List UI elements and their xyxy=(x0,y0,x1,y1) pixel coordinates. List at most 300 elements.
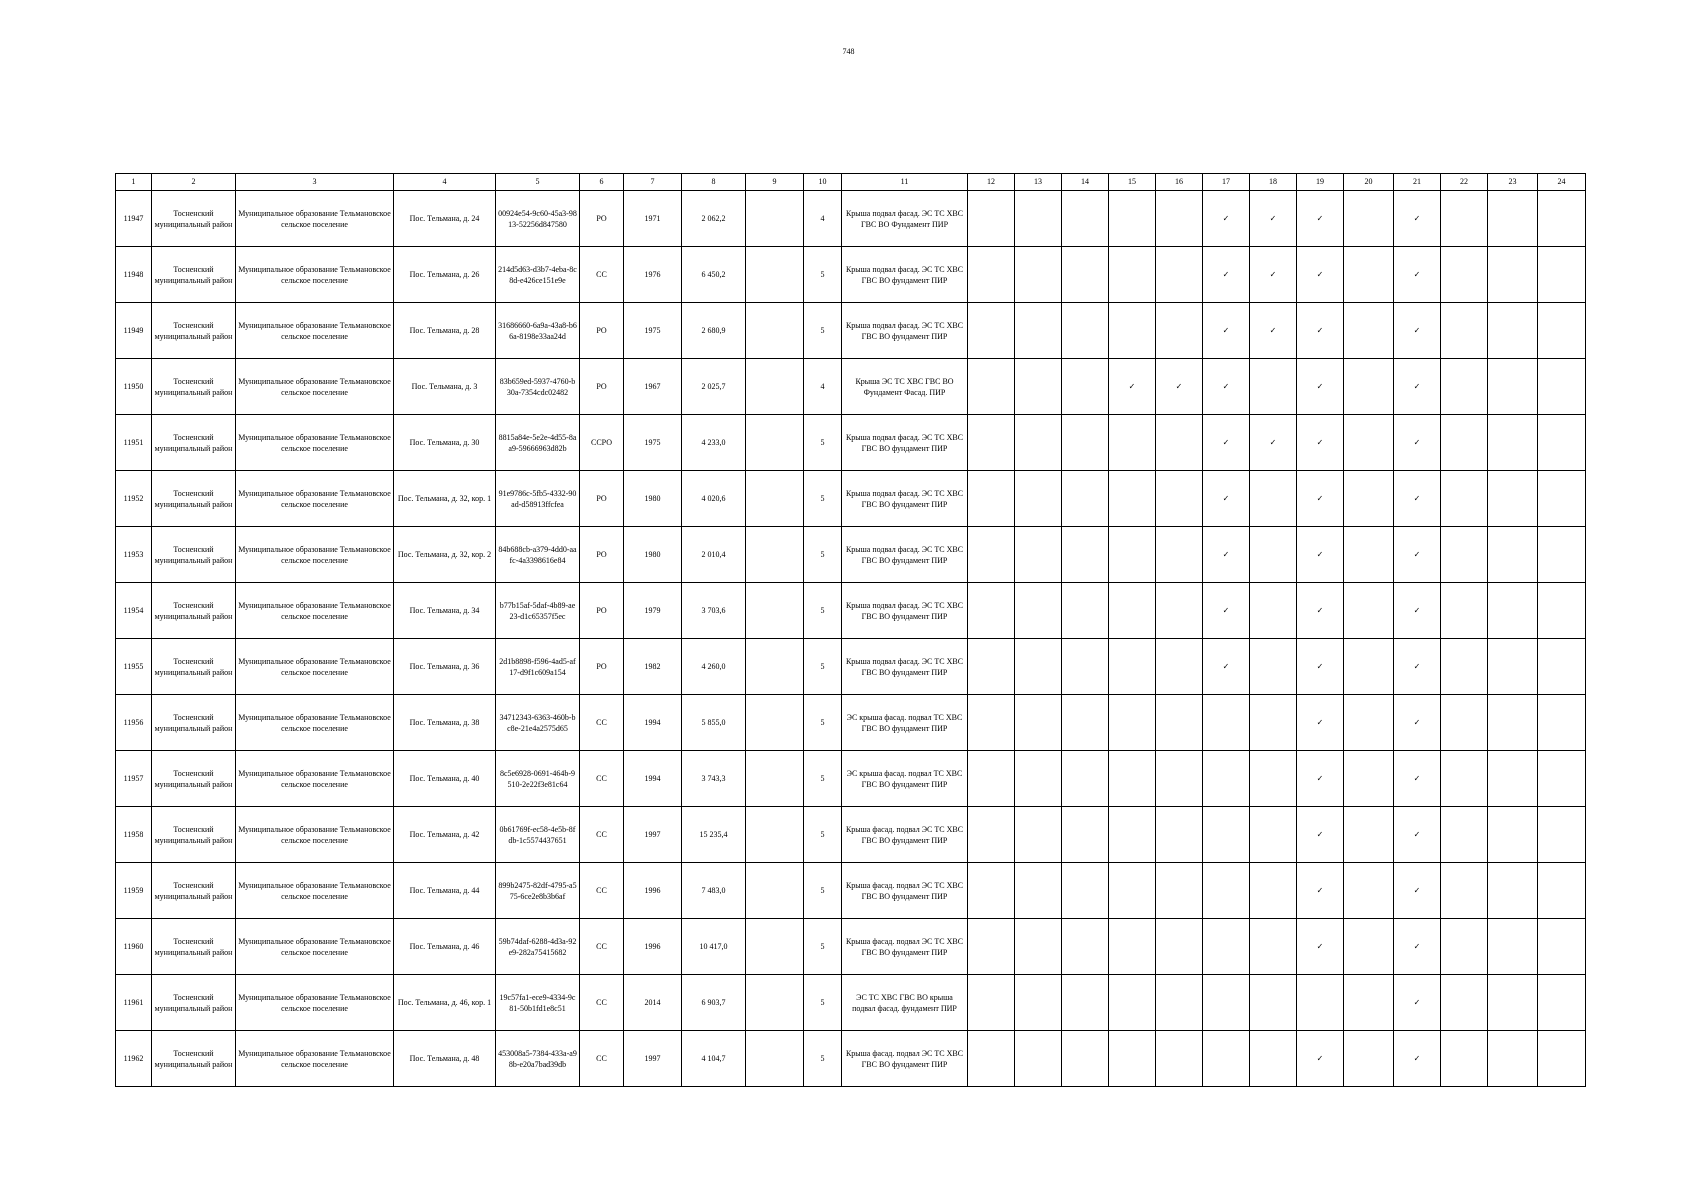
wall-material-cell: СС xyxy=(580,751,624,807)
empty-cell xyxy=(1156,695,1203,751)
empty-cell xyxy=(1062,863,1109,919)
district-cell: Тосненский муниципальный район xyxy=(152,863,236,919)
empty-cell xyxy=(1441,695,1488,751)
empty-cell xyxy=(1015,807,1062,863)
empty-cell xyxy=(1156,1031,1203,1087)
empty-cell xyxy=(1015,303,1062,359)
column-9-cell xyxy=(746,807,804,863)
check-mark-icon: ✓ xyxy=(1297,583,1344,639)
year-cell: 1975 xyxy=(624,303,682,359)
empty-cell xyxy=(1344,303,1394,359)
floors-cell: 5 xyxy=(804,919,842,975)
year-cell: 2014 xyxy=(624,975,682,1031)
empty-cell xyxy=(1488,191,1538,247)
column-header-4: 4 xyxy=(394,174,496,191)
empty-cell xyxy=(1109,695,1156,751)
address-cell: Пос. Тельмана, д. 48 xyxy=(394,1031,496,1087)
guid-cell: 19c57fa1-ece9-4334-9c81-50b1fd1e8c51 xyxy=(496,975,580,1031)
year-cell: 1996 xyxy=(624,919,682,975)
check-mark-icon: ✓ xyxy=(1203,639,1250,695)
empty-cell xyxy=(1344,863,1394,919)
check-mark-icon: ✓ xyxy=(1250,191,1297,247)
empty-cell xyxy=(1538,247,1586,303)
check-mark-icon: ✓ xyxy=(1297,751,1344,807)
empty-cell xyxy=(968,303,1015,359)
floors-cell: 4 xyxy=(804,191,842,247)
empty-cell xyxy=(1062,527,1109,583)
page-number: 748 xyxy=(842,47,855,56)
empty-cell xyxy=(1538,303,1586,359)
year-cell: 1996 xyxy=(624,863,682,919)
empty-cell xyxy=(1062,359,1109,415)
column-header-20: 20 xyxy=(1344,174,1394,191)
works-cell: Крыша фасад. подвал ЭС ТС ХВС ГВС ВО фундамент ПИР xyxy=(842,919,968,975)
area-cell: 2 680,9 xyxy=(682,303,746,359)
empty-cell xyxy=(1250,639,1297,695)
empty-cell xyxy=(1250,471,1297,527)
column-9-cell xyxy=(746,583,804,639)
floors-cell: 5 xyxy=(804,863,842,919)
check-mark-icon: ✓ xyxy=(1297,191,1344,247)
address-cell: Пос. Тельмана, д. 26 xyxy=(394,247,496,303)
floors-cell: 5 xyxy=(804,975,842,1031)
address-cell: Пос. Тельмана, д. 40 xyxy=(394,751,496,807)
empty-cell xyxy=(1488,975,1538,1031)
address-cell: Пос. Тельмана, д. 28 xyxy=(394,303,496,359)
check-mark-icon: ✓ xyxy=(1203,191,1250,247)
empty-cell xyxy=(1441,359,1488,415)
empty-cell xyxy=(1344,247,1394,303)
empty-cell xyxy=(1062,191,1109,247)
empty-cell xyxy=(1062,751,1109,807)
empty-cell xyxy=(1488,751,1538,807)
column-9-cell xyxy=(746,1031,804,1087)
address-cell: Пос. Тельмана, д. 24 xyxy=(394,191,496,247)
floors-cell: 4 xyxy=(804,359,842,415)
empty-cell xyxy=(1109,807,1156,863)
check-mark-icon: ✓ xyxy=(1394,639,1441,695)
check-mark-icon: ✓ xyxy=(1297,807,1344,863)
guid-cell: 2d1b8898-f596-4ad5-af17-d9f1c609a154 xyxy=(496,639,580,695)
empty-cell xyxy=(1109,863,1156,919)
column-header-2: 2 xyxy=(152,174,236,191)
year-cell: 1994 xyxy=(624,751,682,807)
empty-cell xyxy=(1250,919,1297,975)
empty-cell xyxy=(1062,975,1109,1031)
empty-cell xyxy=(1203,695,1250,751)
year-cell: 1980 xyxy=(624,471,682,527)
address-cell: Пос. Тельмана, д. 3 xyxy=(394,359,496,415)
column-header-19: 19 xyxy=(1297,174,1344,191)
column-9-cell xyxy=(746,975,804,1031)
district-cell: Тосненский муниципальный район xyxy=(152,975,236,1031)
row-number-cell: 11950 xyxy=(116,359,152,415)
table-row xyxy=(116,695,1586,751)
column-header-23: 23 xyxy=(1488,174,1538,191)
floors-cell: 5 xyxy=(804,807,842,863)
municipality-cell: Муниципальное образование Тельмановское сельское поселение xyxy=(236,415,394,471)
check-mark-icon: ✓ xyxy=(1394,303,1441,359)
empty-cell xyxy=(968,527,1015,583)
empty-cell xyxy=(1250,527,1297,583)
check-mark-icon: ✓ xyxy=(1250,415,1297,471)
floors-cell: 5 xyxy=(804,1031,842,1087)
empty-cell xyxy=(1250,583,1297,639)
empty-cell xyxy=(1156,863,1203,919)
check-mark-icon: ✓ xyxy=(1203,247,1250,303)
check-mark-icon: ✓ xyxy=(1203,415,1250,471)
municipality-cell: Муниципальное образование Тельмановское сельское поселение xyxy=(236,191,394,247)
check-mark-icon: ✓ xyxy=(1297,471,1344,527)
empty-cell xyxy=(1441,583,1488,639)
column-9-cell xyxy=(746,359,804,415)
table-row xyxy=(116,919,1586,975)
empty-cell xyxy=(1538,583,1586,639)
empty-cell xyxy=(1250,1031,1297,1087)
table-row xyxy=(116,191,1586,247)
check-mark-icon: ✓ xyxy=(1394,807,1441,863)
works-cell: Крыша подвал фасад. ЭС ТС ХВС ГВС ВО фундамент ПИР xyxy=(842,471,968,527)
works-cell: Крыша подвал фасад. ЭС ТС ХВС ГВС ВО Фундамент ПИР xyxy=(842,191,968,247)
empty-cell xyxy=(1156,639,1203,695)
district-cell: Тосненский муниципальный район xyxy=(152,807,236,863)
wall-material-cell: РО xyxy=(580,639,624,695)
empty-cell xyxy=(1344,527,1394,583)
area-cell: 6 903,7 xyxy=(682,975,746,1031)
guid-cell: 91e9786c-5fb5-4332-90ad-d58913ffcfea xyxy=(496,471,580,527)
table-row xyxy=(116,807,1586,863)
works-cell: Крыша подвал фасад. ЭС ТС ХВС ГВС ВО фундамент ПИР xyxy=(842,583,968,639)
check-mark-icon: ✓ xyxy=(1297,639,1344,695)
empty-cell xyxy=(1441,303,1488,359)
row-number-cell: 11958 xyxy=(116,807,152,863)
empty-cell xyxy=(1538,863,1586,919)
check-mark-icon: ✓ xyxy=(1297,919,1344,975)
wall-material-cell: ССРО xyxy=(580,415,624,471)
empty-cell xyxy=(1250,807,1297,863)
empty-cell xyxy=(1015,975,1062,1031)
empty-cell xyxy=(1441,191,1488,247)
empty-cell xyxy=(968,415,1015,471)
empty-cell xyxy=(1488,863,1538,919)
check-mark-icon: ✓ xyxy=(1394,975,1441,1031)
address-cell: Пос. Тельмана, д. 34 xyxy=(394,583,496,639)
column-header-18: 18 xyxy=(1250,174,1297,191)
table-row xyxy=(116,527,1586,583)
empty-cell xyxy=(1015,247,1062,303)
column-header-11: 11 xyxy=(842,174,968,191)
area-cell: 2 025,7 xyxy=(682,359,746,415)
area-cell: 2 062,2 xyxy=(682,191,746,247)
table-row xyxy=(116,471,1586,527)
area-cell: 4 020,6 xyxy=(682,471,746,527)
column-header-6: 6 xyxy=(580,174,624,191)
empty-cell xyxy=(1156,751,1203,807)
empty-cell xyxy=(968,247,1015,303)
area-cell: 10 417,0 xyxy=(682,919,746,975)
column-header-24: 24 xyxy=(1538,174,1586,191)
floors-cell: 5 xyxy=(804,471,842,527)
column-header-14: 14 xyxy=(1062,174,1109,191)
empty-cell xyxy=(1062,919,1109,975)
empty-cell xyxy=(968,359,1015,415)
district-cell: Тосненский муниципальный район xyxy=(152,303,236,359)
column-9-cell xyxy=(746,639,804,695)
table-row xyxy=(116,415,1586,471)
empty-cell xyxy=(1538,807,1586,863)
empty-cell xyxy=(968,919,1015,975)
check-mark-icon: ✓ xyxy=(1394,471,1441,527)
check-mark-icon: ✓ xyxy=(1297,415,1344,471)
empty-cell xyxy=(968,863,1015,919)
empty-cell xyxy=(1015,639,1062,695)
works-cell: Крыша фасад. подвал ЭС ТС ХВС ГВС ВО фундамент ПИР xyxy=(842,1031,968,1087)
municipality-cell: Муниципальное образование Тельмановское сельское поселение xyxy=(236,471,394,527)
empty-cell xyxy=(1441,639,1488,695)
column-header-5: 5 xyxy=(496,174,580,191)
empty-cell xyxy=(1538,695,1586,751)
empty-cell xyxy=(1015,863,1062,919)
empty-cell xyxy=(1441,471,1488,527)
wall-material-cell: РО xyxy=(580,191,624,247)
check-mark-icon: ✓ xyxy=(1394,527,1441,583)
area-cell: 3 703,6 xyxy=(682,583,746,639)
check-mark-icon: ✓ xyxy=(1203,471,1250,527)
floors-cell: 5 xyxy=(804,583,842,639)
empty-cell xyxy=(1156,919,1203,975)
district-cell: Тосненский муниципальный район xyxy=(152,751,236,807)
column-header-12: 12 xyxy=(968,174,1015,191)
empty-cell xyxy=(1538,359,1586,415)
empty-cell xyxy=(1344,583,1394,639)
row-number-cell: 11957 xyxy=(116,751,152,807)
check-mark-icon: ✓ xyxy=(1297,359,1344,415)
address-cell: Пос. Тельмана, д. 32, кор. 2 xyxy=(394,527,496,583)
table-row xyxy=(116,247,1586,303)
empty-cell xyxy=(1344,975,1394,1031)
empty-cell xyxy=(1297,975,1344,1031)
area-cell: 5 855,0 xyxy=(682,695,746,751)
column-9-cell xyxy=(746,303,804,359)
column-header-3: 3 xyxy=(236,174,394,191)
address-cell: Пос. Тельмана, д. 46, кор. 1 xyxy=(394,975,496,1031)
guid-cell: 83b659ed-5937-4760-b30a-7354cdc02482 xyxy=(496,359,580,415)
empty-cell xyxy=(1488,471,1538,527)
empty-cell xyxy=(1250,695,1297,751)
empty-cell xyxy=(1488,1031,1538,1087)
check-mark-icon: ✓ xyxy=(1297,303,1344,359)
floors-cell: 5 xyxy=(804,527,842,583)
empty-cell xyxy=(1441,975,1488,1031)
column-header-13: 13 xyxy=(1015,174,1062,191)
check-mark-icon: ✓ xyxy=(1203,583,1250,639)
check-mark-icon: ✓ xyxy=(1394,863,1441,919)
area-cell: 3 743,3 xyxy=(682,751,746,807)
empty-cell xyxy=(1156,471,1203,527)
empty-cell xyxy=(1062,415,1109,471)
table-row xyxy=(116,975,1586,1031)
empty-cell xyxy=(1109,1031,1156,1087)
wall-material-cell: РО xyxy=(580,359,624,415)
column-9-cell xyxy=(746,695,804,751)
year-cell: 1967 xyxy=(624,359,682,415)
empty-cell xyxy=(1344,415,1394,471)
column-header-22: 22 xyxy=(1441,174,1488,191)
row-number-cell: 11954 xyxy=(116,583,152,639)
empty-cell xyxy=(1488,695,1538,751)
empty-cell xyxy=(1109,583,1156,639)
wall-material-cell: СС xyxy=(580,863,624,919)
guid-cell: 214d5d63-d3b7-4eba-8c8d-e426ce151e9e xyxy=(496,247,580,303)
year-cell: 1975 xyxy=(624,415,682,471)
year-cell: 1976 xyxy=(624,247,682,303)
guid-cell: 8c5e6928-0691-464b-9510-2e22f3e81c64 xyxy=(496,751,580,807)
address-cell: Пос. Тельмана, д. 44 xyxy=(394,863,496,919)
column-header-15: 15 xyxy=(1109,174,1156,191)
empty-cell xyxy=(1538,1031,1586,1087)
municipality-cell: Муниципальное образование Тельмановское сельское поселение xyxy=(236,583,394,639)
column-header-8: 8 xyxy=(682,174,746,191)
empty-cell xyxy=(1156,527,1203,583)
empty-cell xyxy=(1250,359,1297,415)
column-9-cell xyxy=(746,247,804,303)
empty-cell xyxy=(968,807,1015,863)
empty-cell xyxy=(1344,191,1394,247)
area-cell: 15 235,4 xyxy=(682,807,746,863)
district-cell: Тосненский муниципальный район xyxy=(152,695,236,751)
check-mark-icon: ✓ xyxy=(1297,1031,1344,1087)
check-mark-icon: ✓ xyxy=(1109,359,1156,415)
table-row xyxy=(116,1031,1586,1087)
empty-cell xyxy=(1109,303,1156,359)
header-row xyxy=(116,174,1586,191)
empty-cell xyxy=(1109,191,1156,247)
municipality-cell: Муниципальное образование Тельмановское сельское поселение xyxy=(236,751,394,807)
empty-cell xyxy=(1441,247,1488,303)
empty-cell xyxy=(1344,1031,1394,1087)
wall-material-cell: СС xyxy=(580,247,624,303)
district-cell: Тосненский муниципальный район xyxy=(152,247,236,303)
empty-cell xyxy=(1344,751,1394,807)
wall-material-cell: РО xyxy=(580,471,624,527)
wall-material-cell: СС xyxy=(580,807,624,863)
empty-cell xyxy=(1109,751,1156,807)
row-number-cell: 11952 xyxy=(116,471,152,527)
row-number-cell: 11959 xyxy=(116,863,152,919)
check-mark-icon: ✓ xyxy=(1297,247,1344,303)
municipality-cell: Муниципальное образование Тельмановское сельское поселение xyxy=(236,807,394,863)
guid-cell: 31686660-6a9a-43a8-b66a-8198e33aa24d xyxy=(496,303,580,359)
table-row xyxy=(116,751,1586,807)
wall-material-cell: СС xyxy=(580,919,624,975)
wall-material-cell: РО xyxy=(580,583,624,639)
empty-cell xyxy=(1015,191,1062,247)
empty-cell xyxy=(1015,583,1062,639)
empty-cell xyxy=(1156,303,1203,359)
area-cell: 4 233,0 xyxy=(682,415,746,471)
address-cell: Пос. Тельмана, д. 30 xyxy=(394,415,496,471)
works-cell: Крыша подвал фасад. ЭС ТС ХВС ГВС ВО фундамент ПИР xyxy=(842,527,968,583)
empty-cell xyxy=(1062,247,1109,303)
district-cell: Тосненский муниципальный район xyxy=(152,527,236,583)
empty-cell xyxy=(968,695,1015,751)
municipality-cell: Муниципальное образование Тельмановское сельское поселение xyxy=(236,975,394,1031)
works-cell: ЭС крыша фасад. подвал ТС ХВС ГВС ВО фундамент ПИР xyxy=(842,695,968,751)
check-mark-icon: ✓ xyxy=(1394,359,1441,415)
works-cell: Крыша подвал фасад. ЭС ТС ХВС ГВС ВО фундамент ПИР xyxy=(842,639,968,695)
district-cell: Тосненский муниципальный район xyxy=(152,191,236,247)
row-number-cell: 11951 xyxy=(116,415,152,471)
area-cell: 2 010,4 xyxy=(682,527,746,583)
empty-cell xyxy=(1441,1031,1488,1087)
year-cell: 1982 xyxy=(624,639,682,695)
empty-cell xyxy=(1203,975,1250,1031)
floors-cell: 5 xyxy=(804,751,842,807)
guid-cell: b77b15af-5daf-4b89-ae23-d1c65357f5ec xyxy=(496,583,580,639)
empty-cell xyxy=(1109,247,1156,303)
column-9-cell xyxy=(746,863,804,919)
empty-cell xyxy=(1156,191,1203,247)
column-header-9: 9 xyxy=(746,174,804,191)
column-9-cell xyxy=(746,415,804,471)
address-cell: Пос. Тельмана, д. 46 xyxy=(394,919,496,975)
empty-cell xyxy=(1344,639,1394,695)
empty-cell xyxy=(1156,247,1203,303)
empty-cell xyxy=(1062,471,1109,527)
guid-cell: 34712343-6363-460b-bc8e-21e4a2575d65 xyxy=(496,695,580,751)
check-mark-icon: ✓ xyxy=(1394,583,1441,639)
check-mark-icon: ✓ xyxy=(1250,303,1297,359)
check-mark-icon: ✓ xyxy=(1394,1031,1441,1087)
empty-cell xyxy=(1203,919,1250,975)
guid-cell: 84b688cb-a379-4dd0-aafc-4a3398616e84 xyxy=(496,527,580,583)
wall-material-cell: СС xyxy=(580,695,624,751)
empty-cell xyxy=(1441,415,1488,471)
works-cell: Крыша подвал фасад. ЭС ТС ХВС ГВС ВО фундамент ПИР xyxy=(842,415,968,471)
empty-cell xyxy=(1488,527,1538,583)
column-9-cell xyxy=(746,527,804,583)
works-cell: Крыша подвал фасад. ЭС ТС ХВС ГВС ВО фундамент ПИР xyxy=(842,303,968,359)
column-header-21: 21 xyxy=(1394,174,1441,191)
empty-cell xyxy=(1538,415,1586,471)
empty-cell xyxy=(1109,471,1156,527)
municipality-cell: Муниципальное образование Тельмановское сельское поселение xyxy=(236,863,394,919)
empty-cell xyxy=(1156,807,1203,863)
empty-cell xyxy=(1203,807,1250,863)
empty-cell xyxy=(1250,975,1297,1031)
address-cell: Пос. Тельмана, д. 32, кор. 1 xyxy=(394,471,496,527)
empty-cell xyxy=(1538,471,1586,527)
year-cell: 1980 xyxy=(624,527,682,583)
column-9-cell xyxy=(746,751,804,807)
empty-cell xyxy=(1441,807,1488,863)
municipality-cell: Муниципальное образование Тельмановское сельское поселение xyxy=(236,1031,394,1087)
guid-cell: 8815a84e-5e2e-4d55-8aa9-59666963d82b xyxy=(496,415,580,471)
municipality-cell: Муниципальное образование Тельмановское сельское поселение xyxy=(236,527,394,583)
column-9-cell xyxy=(746,471,804,527)
empty-cell xyxy=(1015,415,1062,471)
empty-cell xyxy=(1250,863,1297,919)
empty-cell xyxy=(1344,807,1394,863)
district-cell: Тосненский муниципальный район xyxy=(152,639,236,695)
empty-cell xyxy=(1538,639,1586,695)
area-cell: 4 260,0 xyxy=(682,639,746,695)
district-cell: Тосненский муниципальный район xyxy=(152,471,236,527)
empty-cell xyxy=(1203,863,1250,919)
empty-cell xyxy=(1538,919,1586,975)
check-mark-icon: ✓ xyxy=(1297,863,1344,919)
empty-cell xyxy=(1109,919,1156,975)
